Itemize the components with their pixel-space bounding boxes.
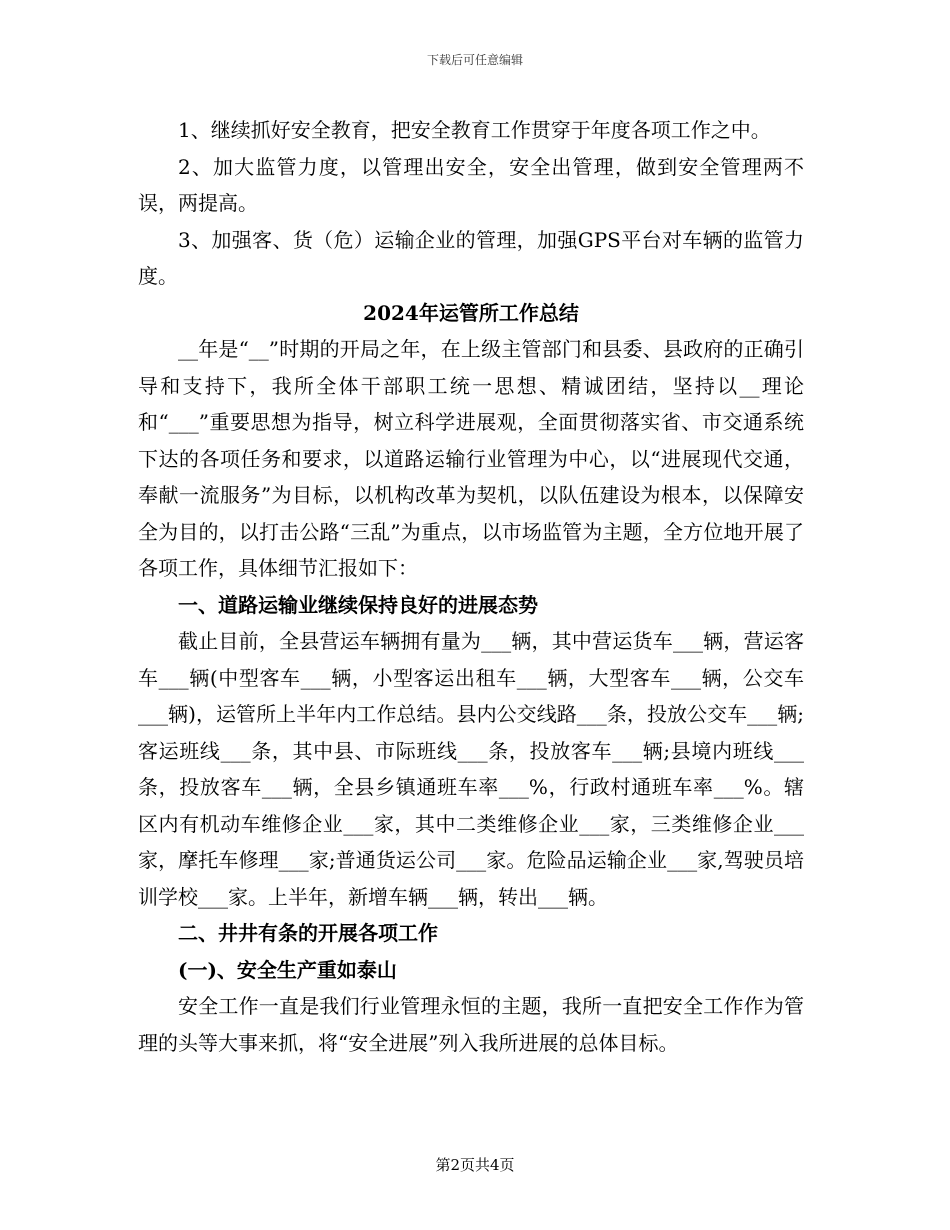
- subsection-heading-1: (一)、安全生产重如泰山: [178, 957, 397, 982]
- measure-item-3: 3、加强客、货（危）运输企业的管理，加强GPS平台对车辆的监管力度。: [138, 227, 804, 288]
- page-number: 第2页共4页: [435, 1156, 515, 1174]
- document-title: 2024年运管所工作总结: [363, 300, 579, 325]
- page-header: 下载后可任意编辑: [426, 53, 523, 67]
- section-heading-1: 一、道路运输业继续保持良好的进展态势: [178, 592, 538, 617]
- measure-item-1: 1、继续抓好安全教育，把安全教育工作贯穿于年度各项工作之中。: [178, 118, 771, 142]
- section-heading-2: 二、井井有条的开展各项工作: [178, 921, 438, 945]
- measure-item-2: 2、加大监管力度，以管理出安全，安全出管理，做到安全管理两不误，两提高。: [138, 154, 804, 215]
- intro-paragraph: __年是“__”时期的开局之年，在上级主管部门和县委、县政府的正确引导和支持下，我所全体干部职工统一思想、精诚团结，坚持以__理论和“___”重要思想为指导，树立科学进展观，全面贯彻落实省、市交通系统下达的各项任务和要求，以道路运输行业管理为中心，以“进展现代交通，奉献一流服务”为目标，以机构改革为契机，以队伍建设为根本，以保障安全为目的，以打击公路“三乱”为重点，以市场监管为主题，全方位地开展了各项工作，具体细节汇报如下：: [138, 337, 804, 580]
- document-body: [138, 112, 804, 1061]
- subsection-1-paragraph: 安全工作一直是我们行业管理永恒的主题，我所一直把安全工作作为管理的头等大事来抓，将“安全进展”列入我所进展的总体目标。: [138, 994, 804, 1055]
- section-1-paragraph: 截止目前，全县营运车辆拥有量为___辆，其中营运货车___辆，营运客车___辆(中型客车___辆，小型客运出租车___辆，大型客车___辆，公交车___辆)，运管所上半年内工作总结。县内公交线路___条，投放公交车___辆;客运班线___条，其中县、市际班线___条，投放客车___辆;县境内班线___条，投放客车___辆，全县乡镇通班车率___%，行政村通班车率___%。辖区内有机动车维修企业___家，其中二类维修企业___家，三类维修企业___家，摩托车修理___家;普通货运公司___家。危险品运输企业___家,驾驶员培训学校___家。上半年，新增车辆___辆，转出___辆。: [138, 629, 804, 909]
